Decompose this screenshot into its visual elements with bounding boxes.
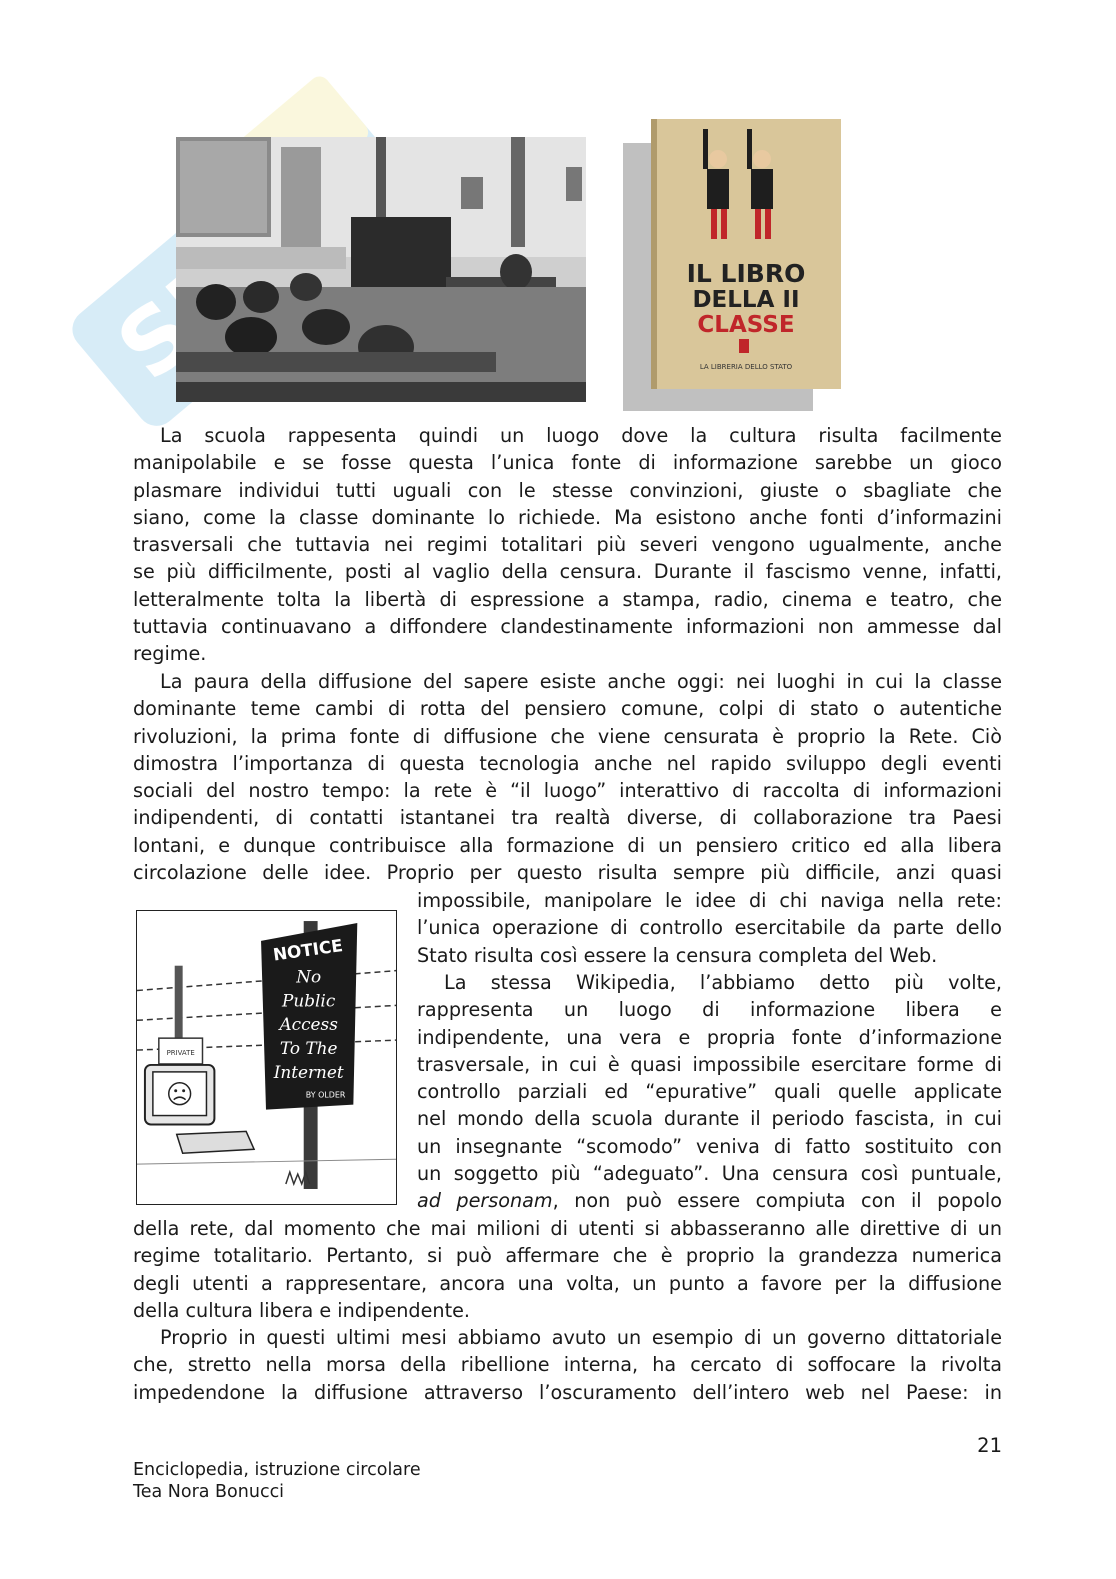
internet-censorship-cartoon	[136, 910, 397, 1205]
paragraph-3	[133, 1215, 1002, 1324]
footer-title: Enciclopedia, istruzione circolare	[133, 1460, 421, 1480]
paragraph-4-line: impedendone la diffusione attraverso l’oscuramento dell’intero web nel Paese: in	[133, 1380, 1002, 1404]
italic-line-rest: , non può essere compiuta con il popolo	[552, 1189, 1002, 1213]
notice-line1: No	[296, 966, 322, 987]
paragraph-2-line: lontani, e dunque contribuisce alla formazione di un pensiero critico ed alla libera	[133, 833, 1002, 857]
paragraph-2-line: rivoluzioni, la prima fonte di diffusione che viene censurata è proprio la Rete. Ciò	[133, 724, 1002, 748]
paragraph-2-line: dimostra l’importanza di questa tecnologia anche nel rapido sviluppo degli eventi	[133, 751, 1002, 775]
paragraph-1-line: letteralmente tolta la libertà di espressione a stampa, radio, cinema e teatro, che	[133, 587, 1002, 611]
footer-author: Tea Nora Bonucci	[133, 1482, 285, 1502]
paragraph-3-line: regime totalitario. Pertanto, si può affermare che è proprio la grandezza numerica	[133, 1244, 1002, 1268]
paragraph-2-line: circolazione delle idee. Proprio per questo risulta sempre più difficile, anzi quasi	[133, 861, 1002, 885]
paragraph-1	[133, 422, 1002, 668]
notice-line3: Access	[279, 1014, 338, 1035]
paragraph-3-line: indipendente, una vera e propria fonte d’informazione	[417, 1025, 1002, 1049]
paragraph-2-line: l’unica operazione di controllo esercitabile da parte dello	[417, 916, 1002, 940]
book-publisher: LA LIBRERIA DELLO STATO	[699, 363, 793, 371]
paragraph-1-line: trasversali che tuttavia nei regimi totalitari più severi vengono ugualmente, anche	[133, 533, 1002, 557]
paragraph-1-line: tuttavia continuavano a diffondere clandestinamente informazioni non ammesse dal	[133, 615, 1002, 639]
paragraph-2-line: La paura della diffusione del sapere esiste anche oggi: nei luoghi in cui la classe	[160, 670, 1002, 693]
paragraph-4-line: Proprio in questi ultimi mesi abbiamo avuto un esempio di un governo dittatoriale	[160, 1326, 1002, 1349]
paragraph-1-line: La scuola rappesenta quindi un luogo dove la cultura risulta facilmente	[160, 424, 1002, 447]
classroom-photo	[176, 137, 586, 402]
page-number: 21	[977, 1434, 1002, 1457]
paragraph-4-line: che, stretto nella morsa della ribellione interna, ha cercato di soffocare la rivolta	[133, 1353, 1002, 1377]
paragraph-4	[133, 1324, 1002, 1406]
notice-line4: To The	[279, 1038, 338, 1059]
paragraph-3-line: nel mondo della scuola durante il periodo fascista, in cui	[417, 1107, 1002, 1131]
paragraph-1-line: plasmare individui tutti uguali con le stesse convinzioni, giuste o sbagliate che	[133, 478, 1002, 502]
paragraph-1-line: siano, come la classe dominante lo richiede. Ma esistono anche fonti d’informazini	[133, 505, 1002, 529]
paragraph-3-line: un insegnante “scomodo” veniva di fatto sostituito con	[417, 1134, 1002, 1158]
private-sign: PRIVATE	[166, 1049, 195, 1058]
paragraph-3-narrow	[417, 969, 1002, 1215]
paragraph-2-line: Stato risulta così essere la censura completa del Web.	[417, 943, 938, 967]
paragraph-2-line: indipendenti, di contatti istantanei tra realtà diverse, di collaborazione tra Paesi	[133, 806, 1002, 830]
book-title-line2: DELLA II	[692, 287, 800, 313]
paragraph-2	[133, 668, 1002, 886]
paragraph-1-line: se più difficilmente, posti al vaglio della censura. Durante il fascismo venne, infatti,	[133, 560, 1002, 584]
paragraph-3-line: La stessa Wikipedia, l’abbiamo detto più volte,	[444, 971, 1002, 994]
paragraph-2-narrow	[417, 887, 1002, 969]
paragraph-2-line: dominante teme cambi di rotta del pensiero comune, colpi di stato o autentiche	[133, 697, 1002, 721]
book-title-line1: IL LIBRO	[686, 259, 806, 288]
footer	[133, 1459, 421, 1503]
book-cover	[651, 119, 841, 389]
notice-line5: Internet	[273, 1061, 344, 1082]
paragraph-2-line: impossibile, manipolare le idee di chi naviga nella rete:	[417, 889, 1002, 912]
paragraph-1-line: regime.	[133, 642, 207, 666]
book-title-line3: CLASSE	[697, 312, 795, 338]
paragraph-3-italic-line	[417, 1187, 1002, 1214]
paragraph-2-line: sociali del nostro tempo: la rete è “il luogo” interattivo di raccolta di informazioni	[133, 779, 1002, 803]
notice-line2: Public	[282, 990, 336, 1011]
paragraph-3-line: controllo parziali ed “epurative” quali quelle applicate	[417, 1080, 1002, 1104]
paragraph-3-line: un soggetto più “adeguato”. Una censura così puntuale,	[417, 1162, 1002, 1186]
paragraph-3-line: della cultura libera e indipendente.	[133, 1298, 470, 1322]
paragraph-3-line: degli utenti a rappresentare, ancora una volta, un punto a favore per la diffusione	[133, 1271, 1002, 1295]
paragraph-3-line: della rete, dal momento che mai milioni di utenti si abbasseranno alle direttive di un	[133, 1217, 1002, 1240]
italic-phrase: ad personam	[417, 1189, 553, 1213]
notice-header: NOTICE	[271, 935, 344, 965]
paragraph-3-line: rappresenta un luogo di informazione libera e	[417, 998, 1002, 1022]
cartoon-signature: BY OLDER	[305, 1090, 346, 1100]
paragraph-3-line: trasversale, in cui è quasi impossibile esercitare forme di	[417, 1052, 1002, 1076]
paragraph-1-line: manipolabile e se fosse questa l’unica fonte di informazione sarebbe un gioco	[133, 451, 1002, 475]
